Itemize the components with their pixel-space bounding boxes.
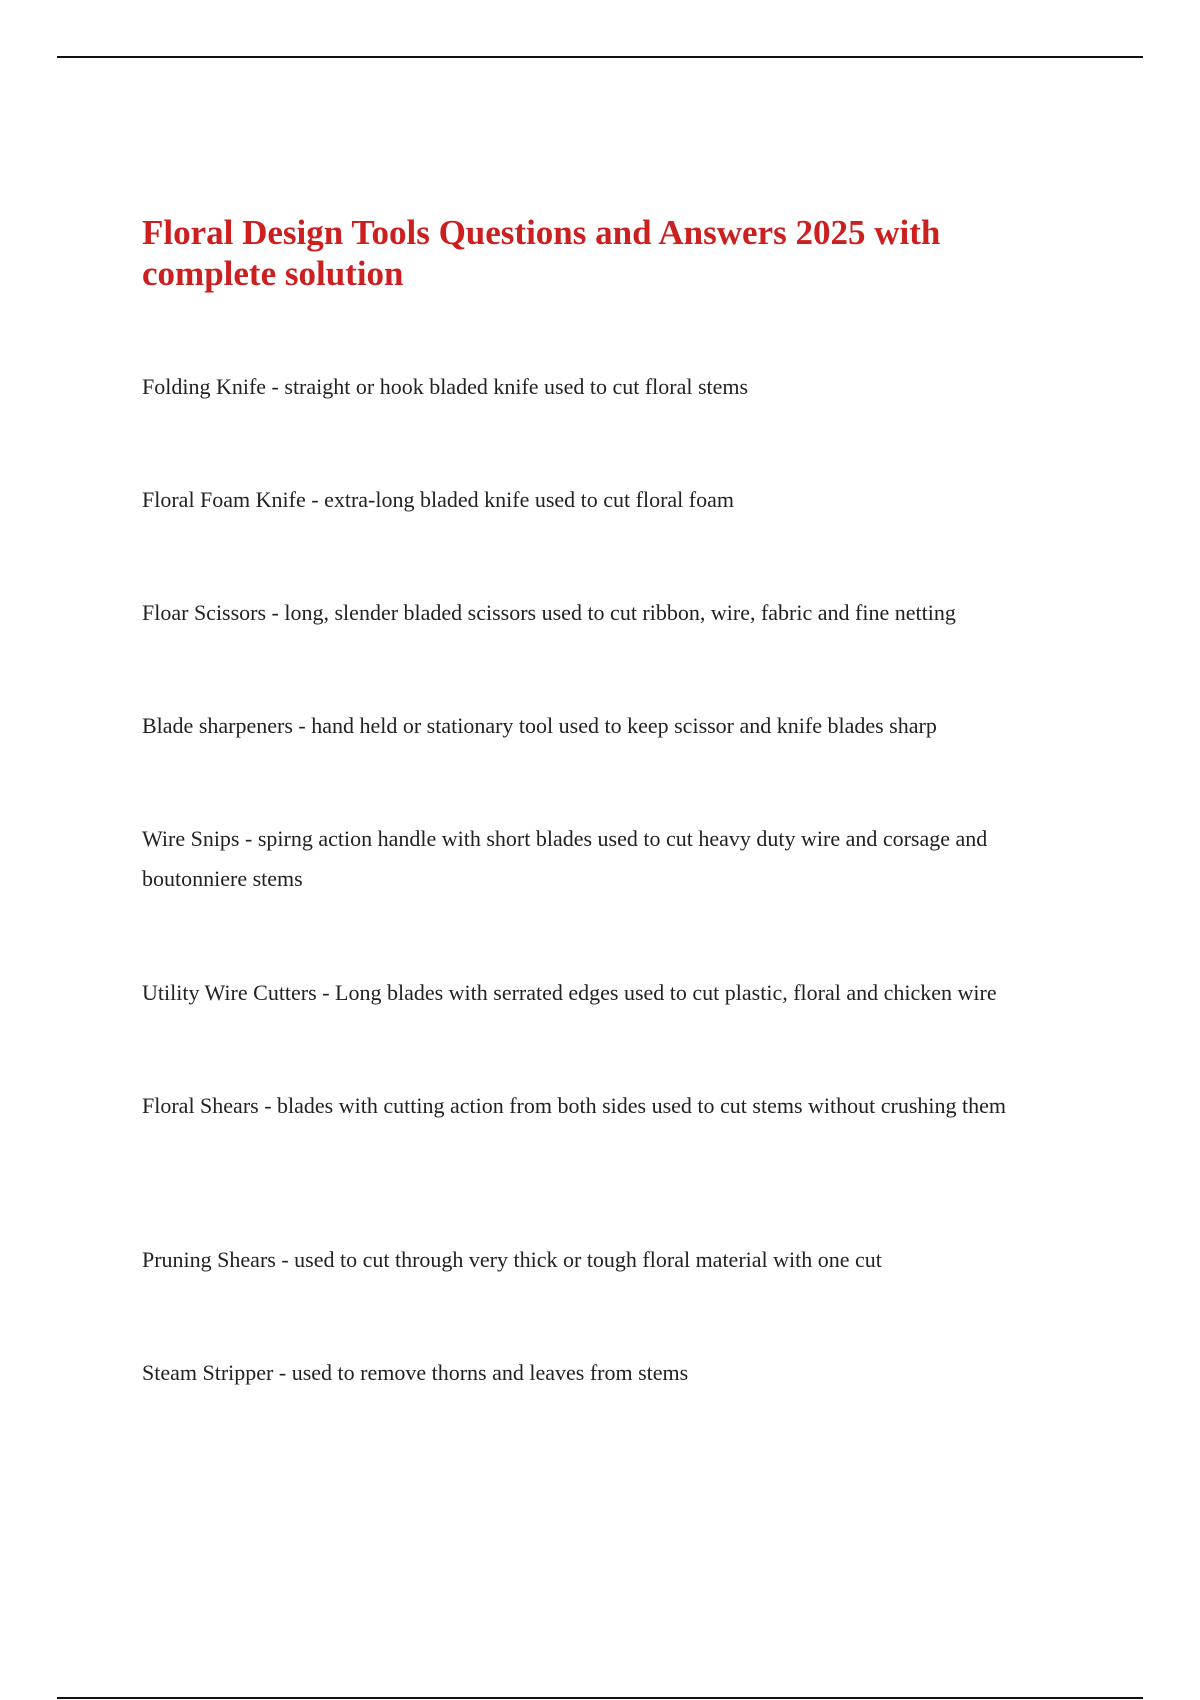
list-item: Steam Stripper - used to remove thorns and leaves from stems <box>142 1360 689 1385</box>
document-title: Floral Design Tools Questions and Answers 2025 with complete solution <box>142 213 941 293</box>
list-item: Folding Knife - straight or hook bladed knife used to cut floral stems <box>142 374 749 399</box>
list-item: Wire Snips - spirng action handle with short blades used to cut heavy duty wire and corsage and boutonniere stems <box>142 826 988 891</box>
list-item: Floral Foam Knife - extra-long bladed knife used to cut floral foam <box>142 487 734 512</box>
list-item: Floar Scissors - long, slender bladed scissors used to cut ribbon, wire, fabric and fine netting <box>142 600 956 625</box>
document-body <box>142 212 1082 1385</box>
bottom-rule <box>57 1697 1143 1699</box>
list-item: Blade sharpeners - hand held or stationary tool used to keep scissor and knife blades sharp <box>142 713 937 738</box>
list-item: Utility Wire Cutters - Long blades with serrated edges used to cut plastic, floral and chicken wire <box>142 980 997 1005</box>
top-rule <box>57 56 1143 58</box>
list-item: Floral Shears - blades with cutting action from both sides used to cut stems without crushing them <box>142 1093 1006 1118</box>
list-item: Pruning Shears - used to cut through very thick or tough floral material with one cut <box>142 1247 882 1272</box>
